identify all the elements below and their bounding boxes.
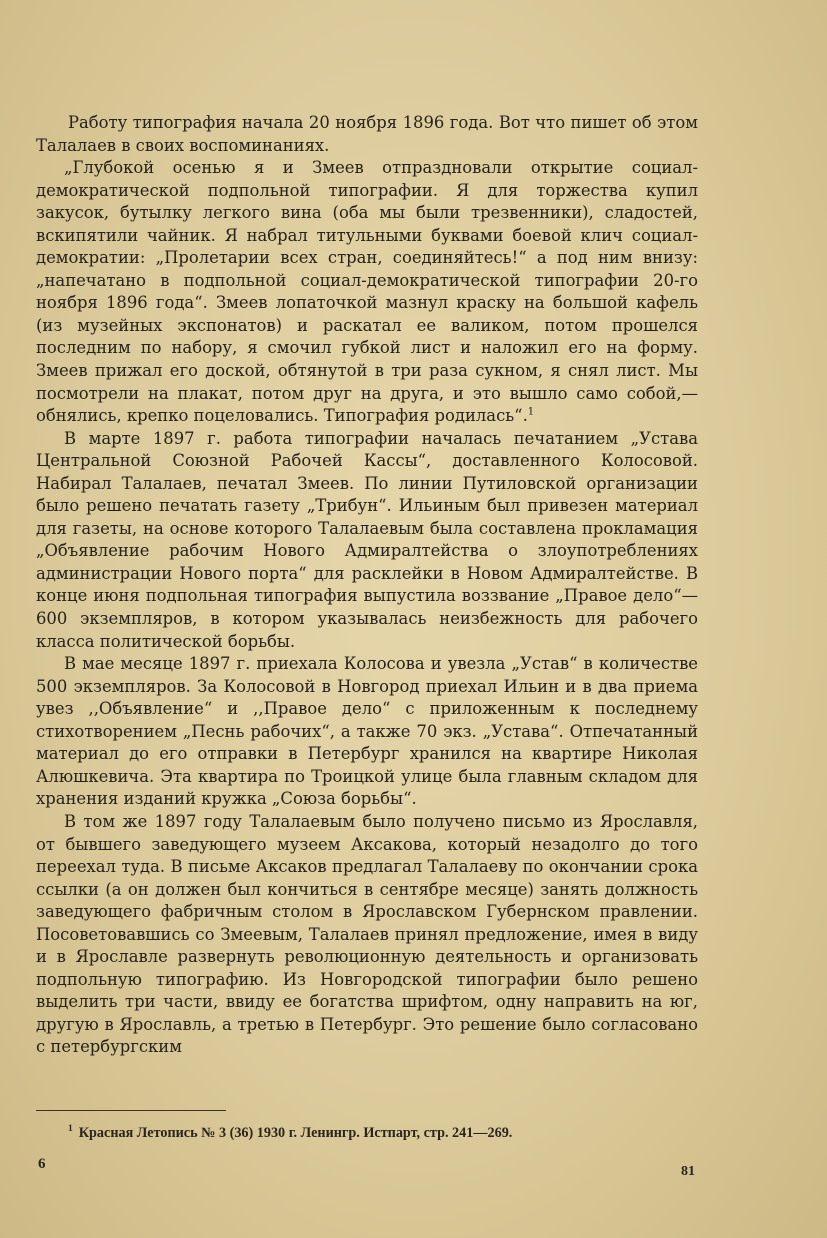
footnote-mark: 1	[68, 1124, 73, 1135]
paragraph-1: Работу типография начала 20 ноября 1896 года. Вот что пишет об этом Талалаев в своих воспоминаниях.	[36, 113, 698, 155]
footnote-reference: 1	[527, 406, 535, 418]
body-text	[36, 112, 698, 1059]
footnote	[68, 1123, 698, 1143]
paragraph-3: В марте 1897 г. работа типографии началась печатанием „Устава Центральной Союзной Рабочей Кассы“, доставленного Колосовой. Набирал Талалаев, печатал Змеев. По линии Путиловской организации было решено печатать газету „Трибун“. Ильиным был привезен материал для газеты, на основе которого Талалаевым была составлена прокламация „Объявление рабочим Нового Адмиралтейства о злоупотреблениях администрации Нового порта“ для расклейки в Новом Адмиралтействе. В конце июня подпольная типография выпустила воззвание „Правое дело“— 600 экземпляров, в котором указывалась неизбежность для рабочего класса политической борьбы.	[36, 428, 698, 651]
paragraph-2	[36, 157, 698, 428]
page-number: 81	[681, 1164, 695, 1179]
footnote-divider	[36, 1110, 226, 1111]
paragraph-2-text: „Глубокой осенью я и Змеев отпраздновали открытие социал-демократической подпольной типографии. Я для торжества купил закусок, бутылку легкого вина (оба мы были трезвенники), сладостей, вскипятили чайник. Я набрал титульными буквами боевой клич социал-демократии: „Пролетарии всех стран, соединяйтесь!“ а под ним внизу: „напечатано в подпольной социал-демократической типографии 20-го ноября 1896 года“. Змеев лопаточкой мазнул краску на большой кафель (из музейных экспонатов) и раскатал ее валиком, потом прошелся последним по набору, я смочил губкой лист и наложил его на форму. Змеев прижал его доской, обтянутой в три раза сукном, я снял лист. Мы посмотрели на плакат, потом друг на друга, и это вышло само собой,—обнялись, крепко поцеловались. Типография родилась“.	[36, 158, 698, 426]
signature-mark: 6	[38, 1156, 46, 1172]
paragraph-4: В мае месяце 1897 г. приехала Колосова и увезла „Устав“ в количестве 500 экземпляров. За Колосовой в Новгород приехал Ильин и в два приема увез ,,Объявление“ и ,,Правое дело“ с приложенным к последнему стихотворением „Песнь рабочих“, а также 70 экз. „Устава“. Отпечатанный материал до его отправки в Петербург хранился на квартире Николая Алюшкевича. Эта квартира по Троицкой улице была главным складом для хранения изданий кружка „Союза борьбы“.	[36, 654, 698, 809]
paragraph-5: В том же 1897 году Талалаевым было получено письмо из Ярославля, от бывшего заведующего музеем Аксакова, который незадолго до того переехал туда. В письме Аксаков предлагал Талалаеву по окончании срока ссылки (а он должен был кончиться в сентябре месяце) занять должность заведующего фабричным столом в Ярославском Губернском правлении. Посоветовавшись со Змеевым, Талалаев принял предложение, имея в виду и в Ярославле развернуть революционную деятельность и организовать подпольную типографию. Из Новгородской типографии было решено выделить три части, ввиду ее богатства шрифтом, одну направить на юг, другую в Ярославль, а третью в Петербург. Это решение было согласовано с петербургским	[36, 811, 698, 1057]
footnote-text: Красная Летопись № 3 (36) 1930 г. Ленингр. Истпарт, стр. 241—269.	[78, 1125, 513, 1141]
